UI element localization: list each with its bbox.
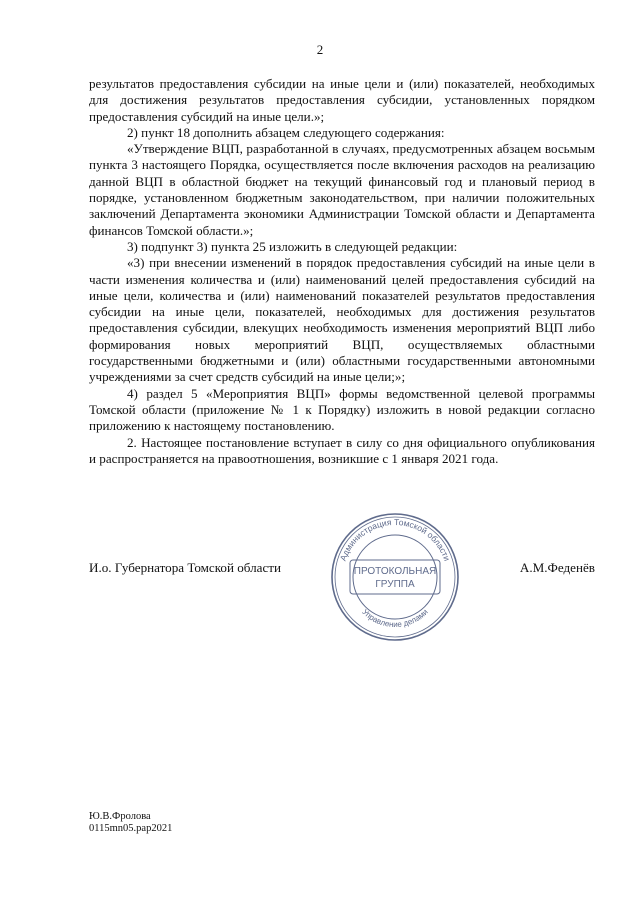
stamp-ring-text: Администрация Томской области xyxy=(337,516,453,563)
document-body xyxy=(89,76,595,467)
stamp-bottom-ring-text: Управление делами xyxy=(360,607,430,630)
paragraph-item-2: 2) пункт 18 дополнить абзацем следующего содержания: xyxy=(127,124,445,140)
stamp-center-line-1: ПРОТОКОЛЬНАЯ xyxy=(353,566,437,577)
signer-name: А.М.Феденёв xyxy=(519,560,595,575)
page-number: 2 xyxy=(316,42,324,57)
stamp-inner-ring xyxy=(353,535,437,619)
paragraph-clause-2: 2. Настоящее постановление вступает в силу со дня официального опубликования и распространяется на правоотношения, возникшие с 1 января 2021 года. xyxy=(89,434,595,466)
paragraph-item-4: 4) раздел 5 «Мероприятия ВЦП» формы ведомственной целевой программы Томской области (приложение № 1 к Порядку) изложить в новой редакции согласно приложению к настоящему постановлению. xyxy=(89,385,595,434)
document-footer xyxy=(89,811,172,835)
footer-author: Ю.В.Фролова xyxy=(89,811,151,822)
paragraph-continuation: результатов предоставления субсидии на иные цели и (или) показателей, необходимых для достижения результатов предоставления субсидии, установленных порядком предоставления субсидий на иные цели.»; xyxy=(89,76,595,124)
paragraph-item-3: 3) подпункт 3) пункта 25 изложить в следующей редакции: xyxy=(127,238,458,254)
paragraph-quote-approval: «Утверждение ВЦП, разработанной в случаях, предусмотренных абзацем восьмым пункта 3 настоящего Порядка, осуществляется после включения расходов на реализацию данной ВЦП в областной бюджет на текущий финансовый год и плановый период в порядке, установленном бюджетным законодательством, при наличии положительных заключений Департамента экономики Администрации Томской области и Департамента финансов Томской области.»; xyxy=(89,141,595,238)
official-stamp xyxy=(328,510,462,644)
footer-file-code: 0115mn05.рар2021 xyxy=(89,823,173,834)
paragraph-quote-subitem-3: «3) при внесении изменений в порядок предоставления субсидий на иные цели в части изменения количества и (или) наименований целей предоставления субсидий на иные цели, количества и (или) наименований показателей результатов предоставления субсидии на иные цели, показателей, необходимых для достижения результатов предоставления субсидии, влекущих необходимость изменения мероприятий ВЦП либо формирования новых мероприятий ВЦП, осуществляемых областными государственными бюджетными и (или) областными государственными автономными учреждениями за счет средств субсидий на иные цели;»; xyxy=(89,255,595,385)
signer-title: И.о. Губернатора Томской области xyxy=(89,560,282,575)
stamp-center-line-2: ГРУППА xyxy=(375,579,415,590)
